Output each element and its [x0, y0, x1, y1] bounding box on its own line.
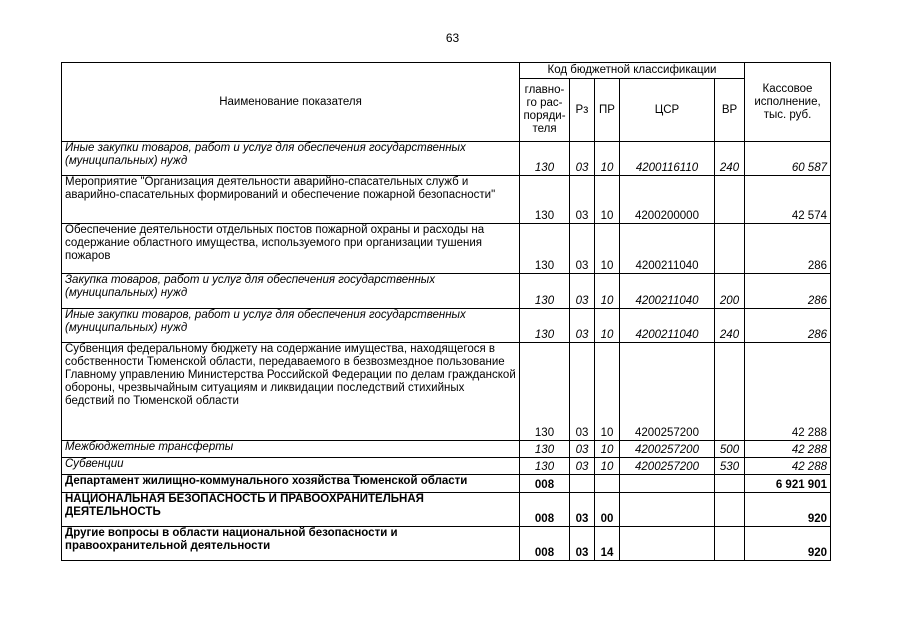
row-name: Мероприятие "Организация деятельности аварийно-спасательных служб и аварийно-спасательных формирований и обеспечение пожарной безопасности": [62, 176, 520, 224]
row-pr: 10: [595, 142, 620, 176]
row-csr: 4200257200: [620, 441, 715, 458]
row-csr: 4200211040: [620, 274, 715, 309]
header-pr: ПР: [595, 79, 620, 142]
row-glava: 130: [520, 441, 570, 458]
header-amount: Кассовое исполнение, тыс. руб.: [745, 63, 831, 142]
row-rz: 03: [570, 493, 595, 527]
row-vr: 530: [715, 458, 745, 475]
row-vr: [715, 176, 745, 224]
row-pr: 00: [595, 493, 620, 527]
row-csr: [620, 493, 715, 527]
table-row: [62, 142, 831, 176]
row-name: Закупка товаров, работ и услуг для обеспечения государственных (муниципальных) нужд: [62, 274, 520, 309]
row-pr: 14: [595, 527, 620, 561]
table-row: [62, 343, 831, 441]
header-glava: главно-го рас-поряди-теля: [520, 79, 570, 142]
table-row: [62, 493, 831, 527]
row-name: Субвенция федеральному бюджету на содержание имущества, находящегося в собственности Тюменской области, передаваемого в безвозмездное пользование Главному управлению Министерства Российской Федерации по делам гражданской обороны, чрезвычайным ситуациям и ликвидации последствий стихийных бедствий по Тюменской области: [62, 343, 520, 441]
row-vr: 500: [715, 441, 745, 458]
header-vr: ВР: [715, 79, 745, 142]
row-amount: 60 587: [745, 142, 831, 176]
row-amount: 920: [745, 493, 831, 527]
table-row: [62, 224, 831, 274]
header-name: Наименование показателя: [62, 63, 520, 142]
row-csr: 4200200000: [620, 176, 715, 224]
row-rz: 03: [570, 343, 595, 441]
table-row: [62, 176, 831, 224]
table-row: [62, 441, 831, 458]
row-glava: 008: [520, 475, 570, 493]
row-pr: [595, 475, 620, 493]
row-csr: 4200211040: [620, 309, 715, 343]
row-pr: 10: [595, 343, 620, 441]
row-amount: 42 288: [745, 458, 831, 475]
row-rz: 03: [570, 458, 595, 475]
row-csr: 4200116110: [620, 142, 715, 176]
row-amount: 42 288: [745, 343, 831, 441]
table-row: [62, 475, 831, 493]
row-rz: 03: [570, 176, 595, 224]
row-name: Обеспечение деятельности отдельных постов пожарной охраны и расходы на содержание областного имущества, используемого при организации тушения пожаров: [62, 224, 520, 274]
row-pr: 10: [595, 176, 620, 224]
row-name: Другие вопросы в области национальной безопасности и правоохранительной деятельности: [62, 527, 520, 561]
table-row: [62, 458, 831, 475]
row-amount: 286: [745, 274, 831, 309]
row-rz: 03: [570, 224, 595, 274]
row-name: Иные закупки товаров, работ и услуг для обеспечения государственных (муниципальных) нужд: [62, 309, 520, 343]
row-vr: 240: [715, 142, 745, 176]
row-amount: 6 921 901: [745, 475, 831, 493]
row-glava: 130: [520, 343, 570, 441]
row-csr: 4200257200: [620, 343, 715, 441]
row-rz: [570, 475, 595, 493]
row-amount: 286: [745, 309, 831, 343]
row-name: Субвенции: [62, 458, 520, 475]
row-pr: 10: [595, 309, 620, 343]
row-glava: 130: [520, 142, 570, 176]
row-csr: 4200257200: [620, 458, 715, 475]
row-csr: 4200211040: [620, 224, 715, 274]
budget-table: [61, 62, 831, 561]
row-rz: 03: [570, 274, 595, 309]
row-name: НАЦИОНАЛЬНАЯ БЕЗОПАСНОСТЬ И ПРАВООХРАНИТЕЛЬНАЯ ДЕЯТЕЛЬНОСТЬ: [62, 493, 520, 527]
row-pr: 10: [595, 458, 620, 475]
row-glava: 130: [520, 458, 570, 475]
row-rz: 03: [570, 441, 595, 458]
page-number: 63: [445, 31, 460, 45]
row-pr: 10: [595, 224, 620, 274]
table-row: [62, 274, 831, 309]
row-csr: [620, 527, 715, 561]
row-pr: 10: [595, 441, 620, 458]
row-glava: 130: [520, 274, 570, 309]
row-name: Межбюджетные трансферты: [62, 441, 520, 458]
row-name: Иные закупки товаров, работ и услуг для обеспечения государственных (муниципальных) нужд: [62, 142, 520, 176]
table-row: [62, 527, 831, 561]
table-row: [62, 309, 831, 343]
row-glava: 008: [520, 493, 570, 527]
header-csr: ЦСР: [620, 79, 715, 142]
row-vr: [715, 475, 745, 493]
row-glava: 008: [520, 527, 570, 561]
row-amount: 42 574: [745, 176, 831, 224]
row-vr: 240: [715, 309, 745, 343]
row-rz: 03: [570, 527, 595, 561]
row-vr: [715, 493, 745, 527]
row-csr: [620, 475, 715, 493]
row-glava: 130: [520, 309, 570, 343]
row-vr: [715, 527, 745, 561]
row-glava: 130: [520, 224, 570, 274]
row-glava: 130: [520, 176, 570, 224]
row-name: Департамент жилищно-коммунального хозяйства Тюменской области: [62, 475, 520, 493]
row-vr: 200: [715, 274, 745, 309]
row-pr: 10: [595, 274, 620, 309]
row-rz: 03: [570, 142, 595, 176]
row-vr: [715, 343, 745, 441]
row-rz: 03: [570, 309, 595, 343]
row-amount: 286: [745, 224, 831, 274]
row-amount: 42 288: [745, 441, 831, 458]
header-rz: Рз: [570, 79, 595, 142]
row-amount: 920: [745, 527, 831, 561]
header-classification: Код бюджетной классификации: [520, 63, 745, 79]
row-vr: [715, 224, 745, 274]
